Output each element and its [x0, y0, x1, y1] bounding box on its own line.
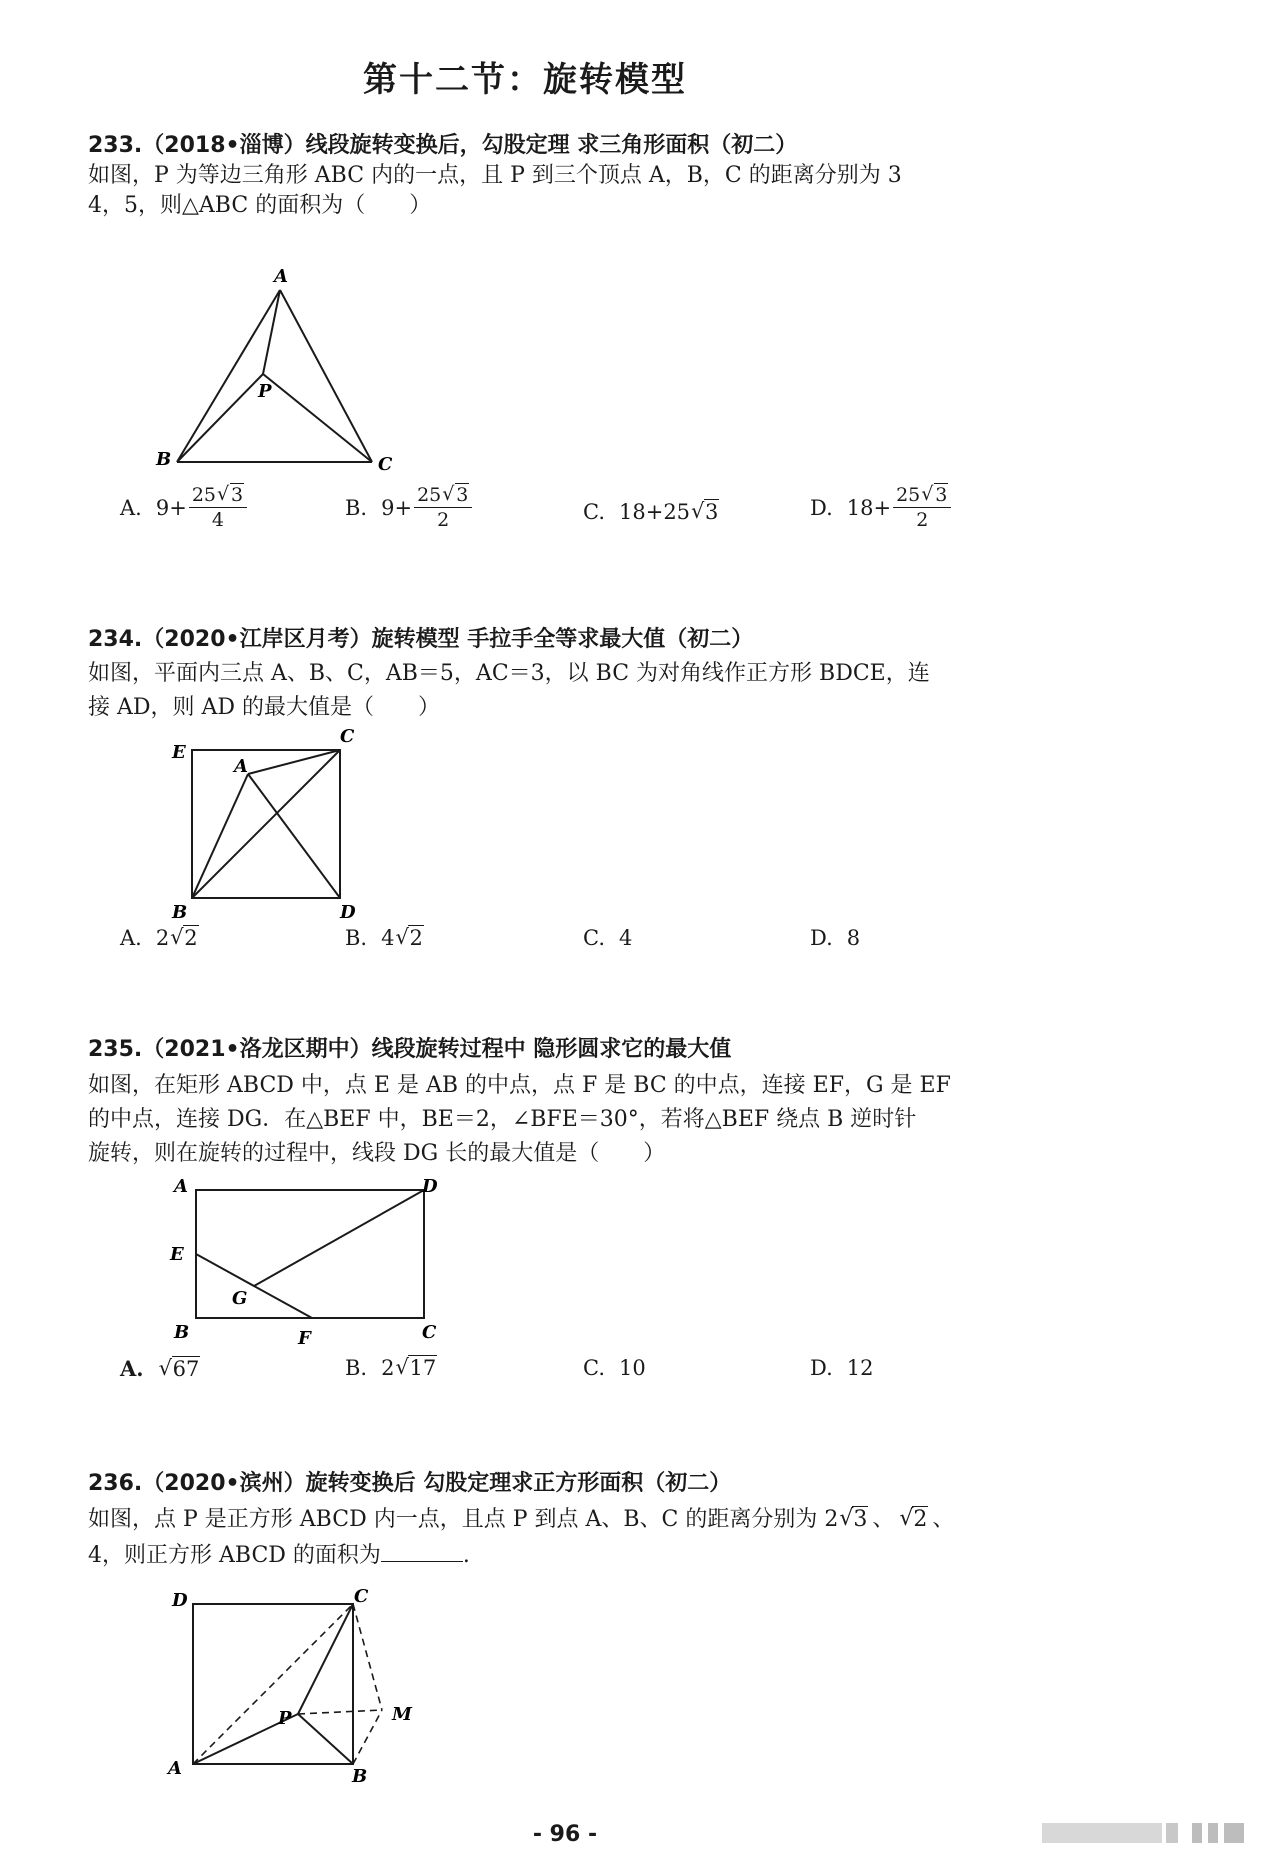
square-bdce-lines	[192, 750, 340, 898]
vertex-label-c: C	[354, 1586, 369, 1607]
option-234-c[interactable]: C. 4	[583, 926, 633, 950]
question-235-line-3: 旋转，则在旋转的过程中，线段 DG 长的最大值是（ ）	[88, 1141, 666, 1166]
option-233-a[interactable]: A. 9+ $\frac{25√ 3}{4}$	[120, 484, 247, 531]
rectangle-abcd-lines	[196, 1190, 424, 1318]
page-number: - 96 -	[532, 1822, 598, 1847]
vertex-label-g: G	[232, 1288, 248, 1309]
figure-235-rectangle	[166, 1172, 456, 1354]
option-235-a[interactable]: A. √ 67	[120, 1356, 200, 1381]
option-234-d[interactable]: D. 8	[810, 926, 861, 950]
scan-margin-marks	[1042, 1823, 1252, 1845]
question-233-line-2: 4，5，则△ABC 的面积为（ ）	[88, 193, 432, 218]
vertex-label-c: C	[378, 454, 393, 475]
question-235-line-2: 的中点，连接 DG．在△BEF 中，BE＝2，∠BFE＝30°，若将△BEF 绕点 B 逆时针	[88, 1107, 917, 1132]
question-234-line-2: 接 AD，则 AD 的最大值是（ ）	[88, 695, 441, 720]
vertex-label-e: E	[170, 1244, 184, 1265]
vertex-label-a: A	[168, 1758, 182, 1779]
vertex-label-b: B	[172, 902, 188, 923]
vertex-label-d: D	[172, 1590, 188, 1611]
figure-234-square	[168, 726, 368, 923]
fraction: $\frac{25√ 3}{2}$	[414, 484, 472, 531]
question-235-header: 235.（2021•洛龙区期中）线段旋转过程中 隐形圆求它的最大值	[88, 1037, 732, 1062]
fraction: $\frac{25√ 3}{4}$	[189, 484, 247, 531]
vertex-label-p: P	[258, 381, 272, 402]
option-233-b[interactable]: B. 9+ $\frac{25√ 3}{2}$	[345, 484, 472, 531]
question-236-header: 236.（2020•滨州）旋转变换后 勾股定理求正方形面积（初二）	[88, 1471, 732, 1496]
answer-blank[interactable]	[381, 1543, 463, 1562]
question-233-line-1: 如图，P 为等边三角形 ABC 内的一点，且 P 到三个顶点 A，B，C 的距离分别为 3	[88, 163, 902, 188]
vertex-label-c: C	[340, 726, 355, 747]
question-234-header: 234.（2020•江岸区月考）旋转模型 手拉手全等求最大值（初二）	[88, 627, 754, 652]
vertex-label-d: D	[422, 1176, 438, 1197]
vertex-label-d: D	[340, 902, 356, 923]
vertex-label-p: P	[278, 1708, 292, 1729]
figure-236-square	[168, 1584, 438, 1787]
vertex-label-a: A	[174, 1176, 188, 1197]
option-235-b[interactable]: B. 2 √ 17	[345, 1356, 437, 1380]
fraction: $\frac{25√ 3}{2}$	[893, 484, 951, 531]
figure-233-triangle	[150, 262, 410, 484]
vertex-label-f: F	[298, 1328, 311, 1349]
option-235-d[interactable]: D. 12	[810, 1356, 874, 1380]
vertex-label-c: C	[422, 1322, 437, 1343]
question-233-header: 233.（2018•淄博）线段旋转变换后，勾股定理 求三角形面积（初二）	[88, 133, 798, 158]
vertex-label-a: A	[274, 266, 288, 287]
page-title: 第十二节：旋转模型	[363, 60, 687, 100]
option-234-b[interactable]: B. 4 √ 2	[345, 926, 424, 950]
vertex-label-b: B	[352, 1766, 368, 1787]
question-236-line-1: 如图，点 P 是正方形 ABCD 内一点，且点 P 到点 A、B、C 的距离分别为 2 √ 3 、 √ 2 、	[88, 1502, 954, 1533]
option-233-d[interactable]: D. 18+ $\frac{25√ 3}{2}$	[810, 484, 951, 531]
option-234-a[interactable]: A. 2 √ 2	[120, 926, 199, 950]
triangle-abc-lines	[177, 290, 372, 462]
question-236-line-2: 4，则正方形 ABCD 的面积为 .	[88, 1543, 470, 1568]
question-235-line-1: 如图，在矩形 ABCD 中，点 E 是 AB 的中点，点 F 是 BC 的中点，连接 EF，G 是 EF	[88, 1073, 951, 1098]
option-233-c[interactable]: C. 18+25 √ 3	[583, 500, 719, 524]
vertex-label-b: B	[174, 1322, 190, 1343]
vertex-label-a: A	[234, 756, 248, 777]
vertex-label-e: E	[172, 742, 186, 763]
option-235-c[interactable]: C. 10	[583, 1356, 646, 1380]
vertex-label-m: M	[392, 1704, 412, 1725]
question-234-line-1: 如图，平面内三点 A、B、C，AB＝5，AC＝3，以 BC 为对角线作正方形 BDCE，连	[88, 661, 930, 686]
vertex-label-b: B	[156, 449, 172, 470]
